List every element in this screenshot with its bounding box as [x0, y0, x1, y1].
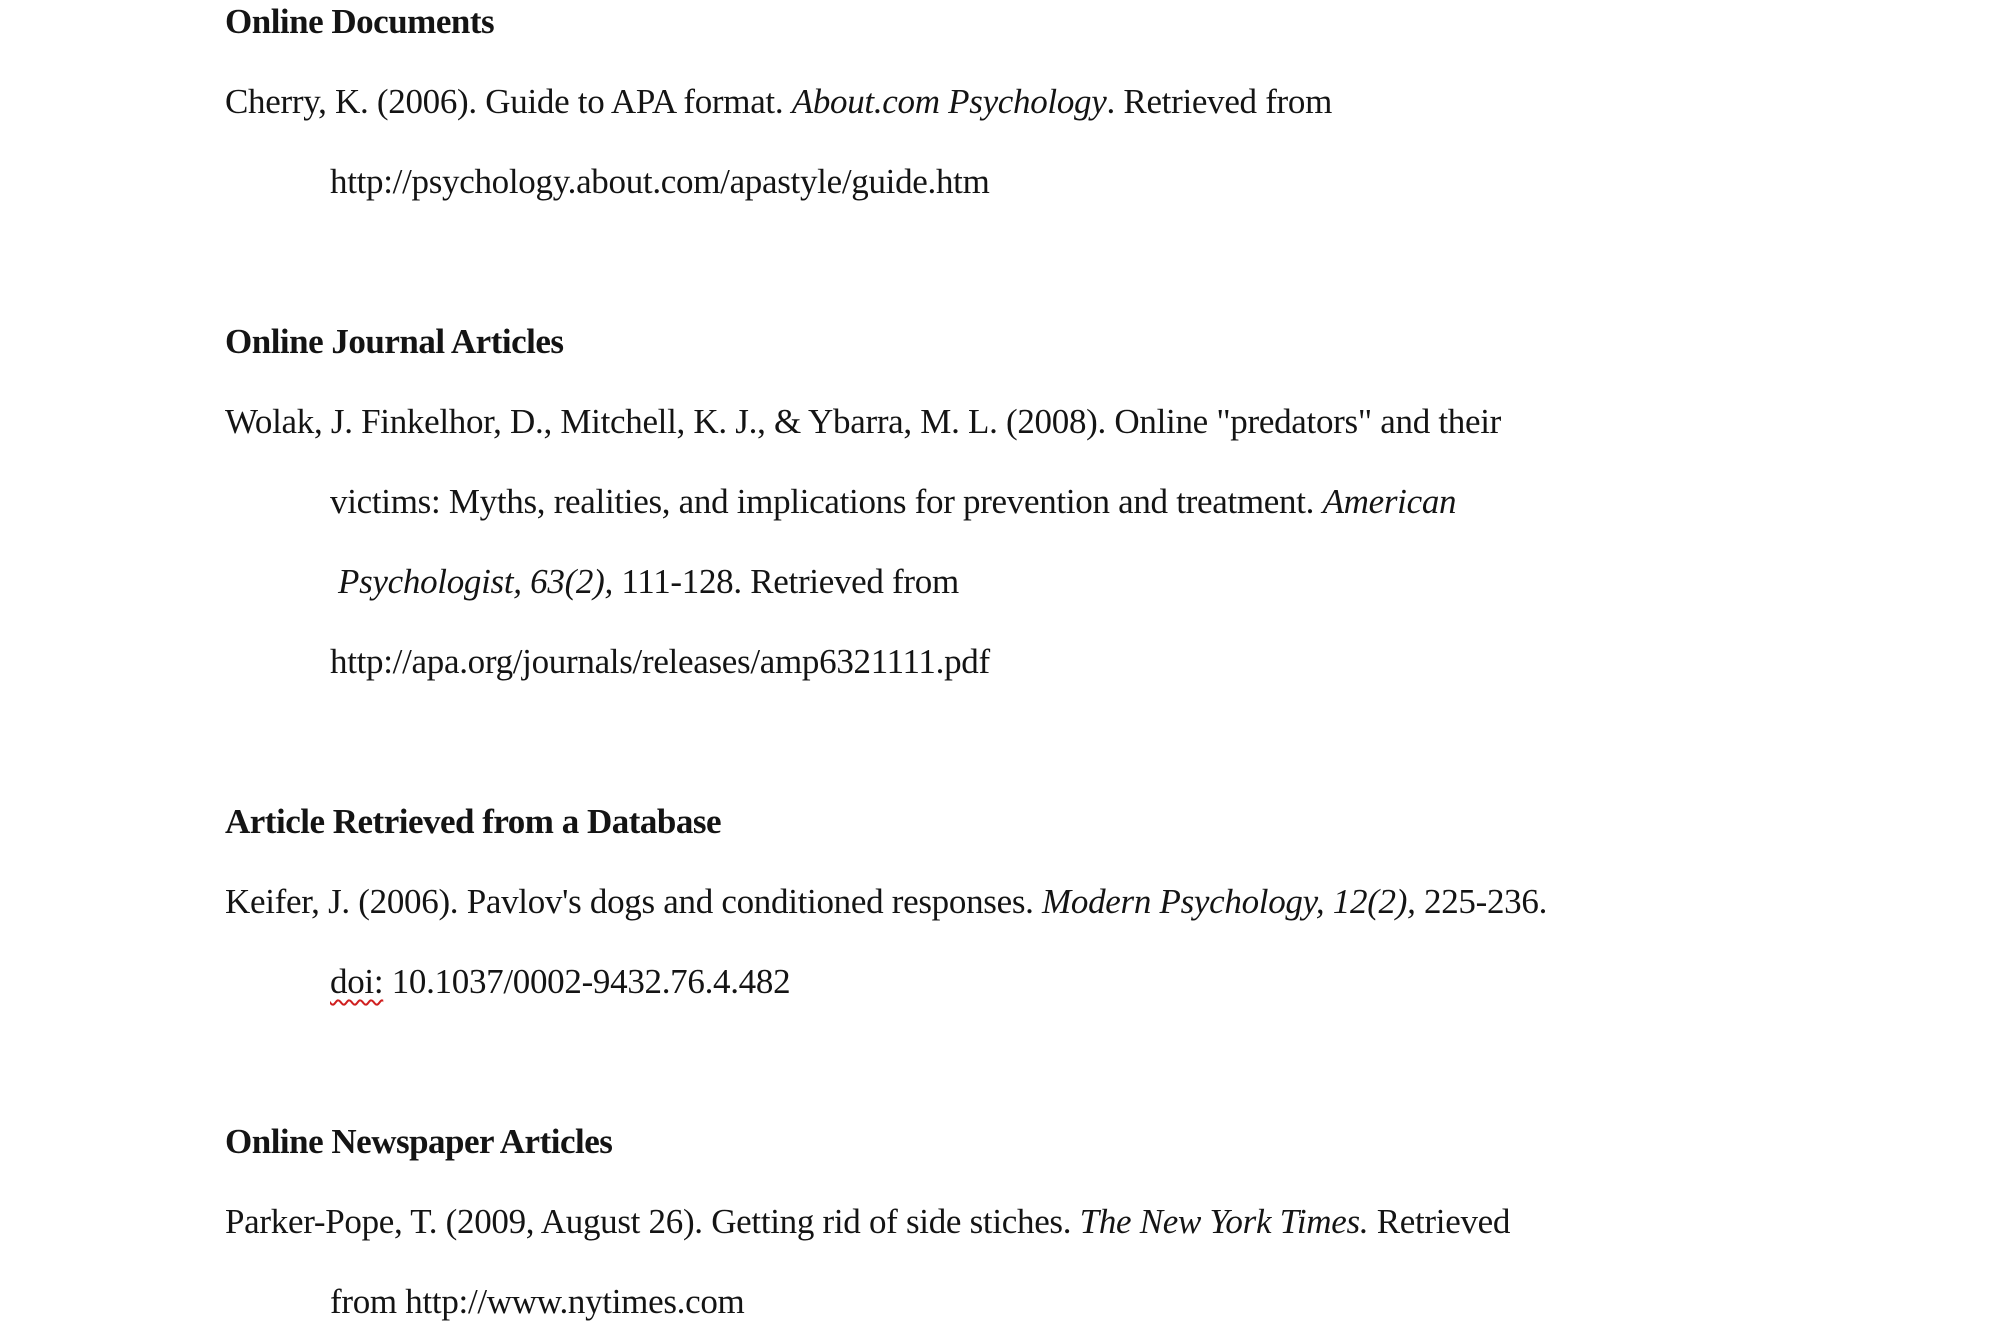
ref-text: from http://www.nytimes.com — [330, 1282, 745, 1321]
reference-doi — [330, 960, 790, 1004]
reference-wolak-journal — [338, 560, 959, 604]
ref-text: Wolak, J. Finkelhor, D., Mitchell, K. J., & Ybarra, M. L. (2008). Online "predators" and their — [225, 402, 1501, 441]
ref-text: Retrieved — [1368, 1202, 1511, 1241]
ref-text: http://apa.org/journals/releases/amp6321111.pdf — [330, 642, 990, 681]
journal-title: American — [1322, 482, 1457, 521]
reference-keifer — [225, 880, 1547, 924]
journal-volume: Psychologist, 63(2), — [338, 562, 613, 601]
source-title: About.com Psychology — [791, 82, 1107, 121]
ref-text: http://psychology.about.com/apastyle/guide.htm — [330, 162, 990, 201]
reference-url — [330, 1280, 744, 1324]
ref-text: 111-128. Retrieved from — [612, 562, 959, 601]
section-heading-online-newspaper-articles: Online Newspaper Articles — [225, 1122, 613, 1161]
ref-text: victims: Myths, realities, and implications for prevention and treatment. — [330, 482, 1323, 521]
ref-text: 225-236. — [1415, 882, 1548, 921]
section-heading-online-documents: Online Documents — [225, 2, 495, 41]
newspaper-title: The New York Times. — [1079, 1202, 1369, 1241]
doi-label: doi: — [330, 962, 384, 1001]
ref-text: Cherry, K. (2006). Guide to APA format. — [225, 82, 792, 121]
reference-wolak-continued — [330, 480, 1456, 524]
ref-text: . Retrieved from — [1106, 82, 1333, 121]
section-heading-online-journal-articles: Online Journal Articles — [225, 322, 564, 361]
section-heading-article-database: Article Retrieved from a Database — [225, 802, 722, 841]
journal-title: Modern Psychology, 12(2), — [1042, 882, 1416, 921]
reference-parker-pope — [225, 1200, 1510, 1244]
reference-url — [330, 640, 990, 684]
reference-cherry — [225, 80, 1332, 124]
reference-url — [330, 160, 990, 204]
ref-text: Parker-Pope, T. (2009, August 26). Getting rid of side stiches. — [225, 1202, 1080, 1241]
reference-wolak — [225, 400, 1501, 444]
ref-text: 10.1037/0002-9432.76.4.482 — [383, 962, 791, 1001]
ref-text: Keifer, J. (2006). Pavlov's dogs and conditioned responses. — [225, 882, 1043, 921]
